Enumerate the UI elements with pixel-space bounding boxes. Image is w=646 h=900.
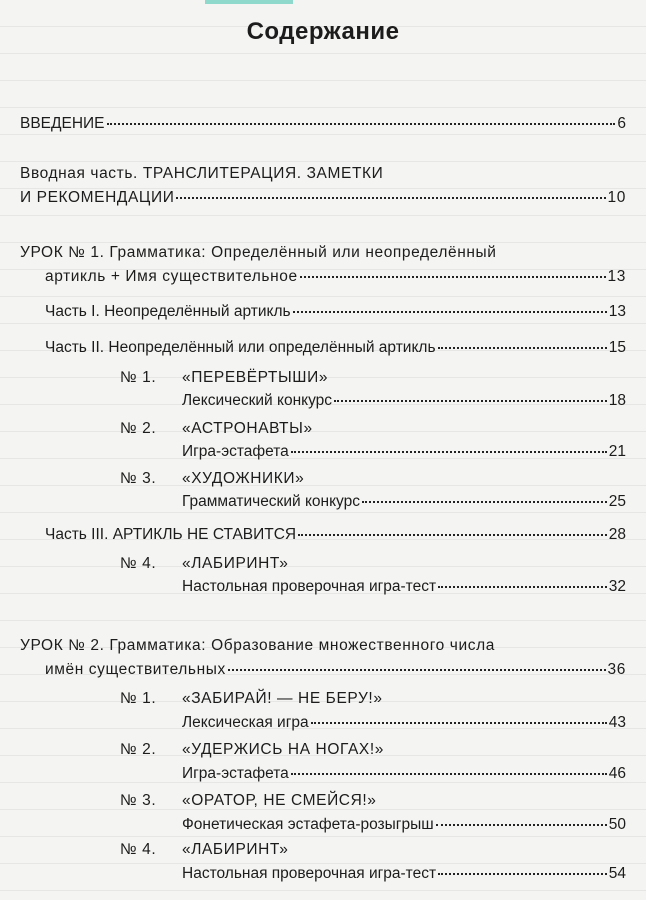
- entry-label: Игра-эстафета: [182, 765, 289, 782]
- page-number: 54: [608, 865, 626, 882]
- toc-entry-l1-part1: [45, 302, 626, 322]
- toc-entry-translit: [20, 188, 626, 208]
- dot-leader: [176, 196, 605, 199]
- entry-label: Лексический конкурс: [182, 392, 333, 409]
- entry-label: Фонетическая эстафета-розыгрыш: [182, 816, 434, 833]
- toc-entry-l1-g4: [182, 577, 626, 597]
- dot-leader: [438, 872, 607, 875]
- game-title: «ЛАБИРИНТ»: [182, 841, 289, 858]
- game-number: № 3.: [120, 470, 157, 487]
- game-number: № 2.: [120, 420, 157, 437]
- game-number: № 4.: [120, 555, 157, 572]
- game-title: «ОРАТОР, НЕ СМЕЙСЯ!»: [182, 792, 377, 809]
- game-title: «УДЕРЖИСЬ НА НОГАХ!»: [182, 741, 384, 758]
- page-number: 21: [608, 443, 626, 460]
- page-number: 32: [608, 578, 626, 595]
- toc-entry-lesson2-line1: УРОК № 2. Грамматика: Образование множественного числа: [20, 637, 495, 654]
- page-number: 18: [608, 392, 626, 409]
- toc-entry-l2-g3: [182, 815, 626, 835]
- page-number: 10: [607, 189, 626, 206]
- dot-leader: [334, 399, 607, 402]
- dot-leader: [311, 721, 607, 724]
- entry-label: Настольная проверочная игра-тест: [182, 865, 437, 882]
- dot-leader: [300, 275, 606, 278]
- page-number: 36: [607, 661, 626, 678]
- entry-label: имён существительных: [45, 661, 226, 678]
- toc-entry-l1-g3: [182, 492, 626, 512]
- page-number: 50: [608, 816, 626, 833]
- toc-entry-translit-line1: Вводная часть. ТРАНСЛИТЕРАЦИЯ. ЗАМЕТКИ: [20, 165, 384, 182]
- toc-entry-lesson1: [45, 267, 626, 287]
- toc-entry-l2-g1: [182, 713, 626, 733]
- page-number: 13: [608, 303, 626, 320]
- page-title: Содержание: [246, 18, 400, 45]
- page-number: 25: [608, 493, 626, 510]
- game-number: № 4.: [120, 841, 157, 858]
- page-number: 43: [608, 714, 626, 731]
- toc-entry-l1-part3: [45, 525, 626, 545]
- dot-leader: [291, 772, 607, 775]
- dot-leader: [438, 585, 607, 588]
- game-title: «ПЕРЕВЁРТЫШИ»: [182, 369, 329, 386]
- game-number: № 1.: [120, 369, 157, 386]
- dot-leader: [436, 823, 607, 826]
- dot-leader: [293, 310, 607, 313]
- game-title: «АСТРОНАВТЫ»: [182, 420, 313, 437]
- dot-leader: [298, 533, 607, 536]
- entry-label: И РЕКОМЕНДАЦИИ: [20, 189, 175, 206]
- page-number: 28: [608, 526, 626, 543]
- entry-label: Лексическая игра: [182, 714, 309, 731]
- entry-label: артикль + Имя существительное: [45, 268, 298, 285]
- game-title: «ЗАБИРАЙ! — НЕ БЕРУ!»: [182, 690, 383, 707]
- game-number: № 3.: [120, 792, 157, 809]
- entry-label: Часть I. Неопределённый артикль: [45, 303, 291, 320]
- toc-entry-intro: [20, 114, 626, 134]
- entry-label: Настольная проверочная игра-тест: [182, 578, 437, 595]
- game-number: № 2.: [120, 741, 157, 758]
- entry-label: Часть II. Неопределённый или определённый артикль: [45, 339, 436, 356]
- entry-label: Игра-эстафета: [182, 443, 289, 460]
- toc-entry-l1-g2: [182, 442, 626, 462]
- teal-tab-mark: [205, 0, 293, 4]
- dot-leader: [362, 500, 607, 503]
- dot-leader: [438, 346, 607, 349]
- toc-entry-l1-part2: [45, 338, 626, 358]
- dot-leader: [228, 668, 606, 671]
- toc-entry-lesson1-line1: УРОК № 1. Грамматика: Определённый или неопределённый: [20, 244, 497, 261]
- toc-entry-lesson2: [45, 660, 626, 680]
- toc-entry-l1-g1: [182, 391, 626, 411]
- toc-entry-l2-g4: [182, 864, 626, 884]
- dot-leader: [291, 450, 607, 453]
- dot-leader: [107, 122, 616, 125]
- game-title: «ЛАБИРИНТ»: [182, 555, 289, 572]
- toc-entry-l2-g2: [182, 764, 626, 784]
- page-number: 13: [607, 268, 626, 285]
- page-number: 46: [608, 765, 626, 782]
- page-number: 15: [608, 339, 626, 356]
- game-number: № 1.: [120, 690, 157, 707]
- entry-label: Часть III. АРТИКЛЬ НЕ СТАВИТСЯ: [45, 526, 297, 543]
- game-title: «ХУДОЖНИКИ»: [182, 470, 305, 487]
- entry-label: Грамматический конкурс: [182, 493, 361, 510]
- page-number: 6: [617, 115, 626, 132]
- entry-label: ВВЕДЕНИЕ: [20, 115, 105, 132]
